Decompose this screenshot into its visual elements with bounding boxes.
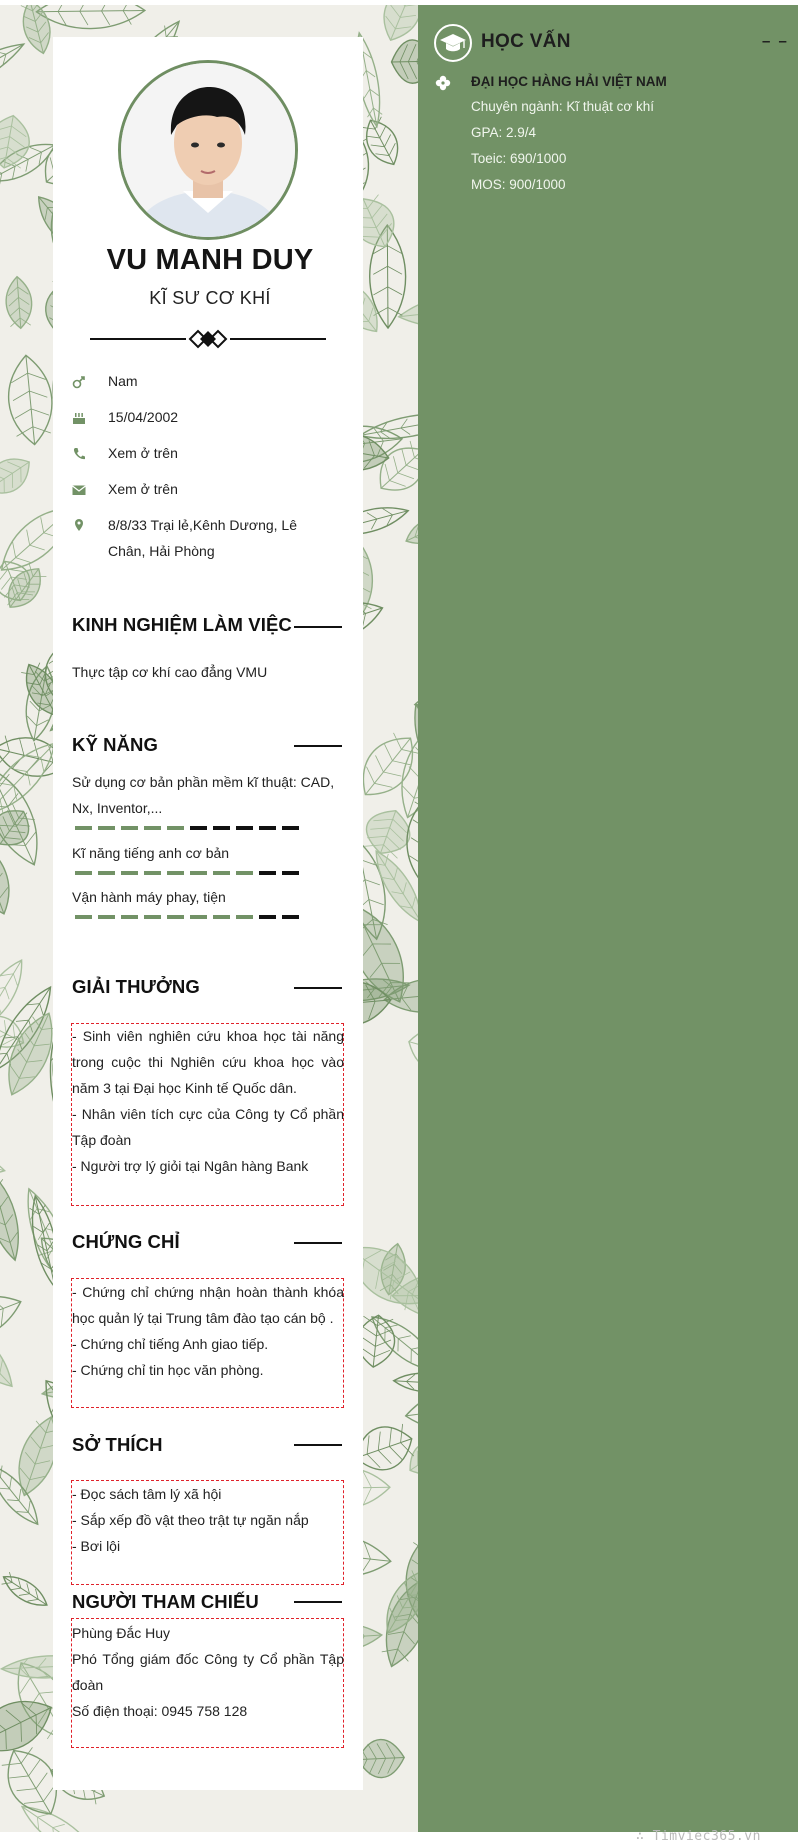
phone-icon bbox=[72, 447, 86, 461]
award-item: - Sinh viên nghiên cứu khoa học tài năng trong cuộc thi Nghiên cứu khoa học vào năm 3 tại Đại học Kinh tế Quốc dân. bbox=[72, 1028, 344, 1096]
hobby-item: - Sắp xếp đồ vật theo trật tự ngăn nắp bbox=[72, 1512, 309, 1528]
skill-segment bbox=[259, 871, 276, 875]
flower-bullet-icon bbox=[435, 75, 451, 91]
contact-address: 8/8/33 Trại lẻ,Kênh Dương, Lê Chân, Hải Phòng bbox=[108, 517, 297, 559]
skill-level-bar bbox=[75, 871, 301, 875]
location-pin-icon bbox=[72, 518, 86, 532]
section-title-experience: KINH NGHIỆM LÀM VIỆC bbox=[72, 614, 292, 635]
skill-segment bbox=[213, 915, 230, 919]
skill-segment bbox=[190, 871, 207, 875]
section-title-skills: KỸ NĂNG bbox=[72, 734, 159, 755]
skill-segment bbox=[236, 826, 253, 830]
experience-text: Thực tập cơ khí cao đẳng VMU bbox=[72, 664, 268, 680]
skill-segment bbox=[75, 871, 92, 875]
avatar bbox=[118, 60, 298, 240]
skill-segment bbox=[259, 915, 276, 919]
section-title-awards: GIẢI THƯỞNG bbox=[72, 976, 200, 997]
contact-email: Xem ở trên bbox=[108, 481, 178, 497]
reference-phone: Số điện thoại: 0945 758 128 bbox=[72, 1703, 248, 1719]
section-title-education: HỌC VẤN bbox=[481, 31, 571, 52]
certificate-item: - Chứng chỉ chứng nhận hoàn thành khóa học quản lý tại Trung tâm đào tạo cán bộ . bbox=[72, 1284, 344, 1326]
skill-segment bbox=[144, 871, 161, 875]
gender-icon bbox=[72, 375, 86, 389]
contact-gender: Nam bbox=[108, 373, 138, 389]
section-underline bbox=[294, 1444, 342, 1446]
award-item: - Người trợ lý giỏi tại Ngân hàng Bank bbox=[72, 1158, 309, 1174]
award-item: - Nhân viên tích cực của Công ty Cổ phần Tập đoàn bbox=[72, 1106, 344, 1148]
skill-label: Sử dụng cơ bản phần mềm kĩ thuật: CAD, Nx, Inventor,... bbox=[72, 774, 335, 816]
skill-segment bbox=[236, 871, 253, 875]
graduation-cap-icon bbox=[434, 24, 472, 62]
contact-phone: Xem ở trên bbox=[108, 445, 178, 461]
skill-segment bbox=[282, 871, 299, 875]
skill-segment bbox=[121, 915, 138, 919]
section-underline bbox=[294, 1601, 342, 1603]
ornament-divider bbox=[90, 326, 326, 352]
section-underline bbox=[294, 987, 342, 989]
skill-segment bbox=[98, 826, 115, 830]
watermark: ∴ Timviec365.vn bbox=[636, 1829, 761, 1844]
reference-position: Phó Tổng giám đốc Công ty Cổ phần Tập đoàn bbox=[72, 1651, 344, 1693]
skill-level-bar bbox=[75, 915, 301, 919]
section-underline bbox=[294, 626, 342, 628]
skill-segment bbox=[282, 915, 299, 919]
skill-segment bbox=[121, 871, 138, 875]
skill-segment bbox=[213, 871, 230, 875]
candidate-name: VU MANH DUY bbox=[106, 244, 314, 276]
reference-name: Phùng Đắc Huy bbox=[72, 1625, 171, 1641]
section-underline bbox=[294, 1242, 342, 1244]
skill-segment bbox=[213, 826, 230, 830]
section-underline bbox=[294, 745, 342, 747]
skill-segment bbox=[75, 826, 92, 830]
skill-label: Kĩ năng tiếng anh cơ bản bbox=[72, 845, 230, 861]
skill-segment bbox=[236, 915, 253, 919]
skill-segment bbox=[75, 915, 92, 919]
education-mos: MOS: 900/1000 bbox=[471, 177, 566, 192]
skill-segment bbox=[98, 915, 115, 919]
avatar-photo bbox=[121, 63, 295, 237]
hobby-item: - Đọc sách tâm lý xã hội bbox=[72, 1486, 222, 1502]
job-title: KĨ SƯ CƠ KHÍ bbox=[149, 288, 271, 308]
certificate-item: - Chứng chỉ tiếng Anh giao tiếp. bbox=[72, 1336, 269, 1352]
right-column-panel bbox=[418, 5, 798, 1832]
skill-segment bbox=[190, 915, 207, 919]
education-major: Chuyên ngành: Kĩ thuật cơ khí bbox=[471, 99, 654, 114]
skill-segment bbox=[144, 826, 161, 830]
section-title-references: NGƯỜI THAM CHIẾU bbox=[72, 1591, 259, 1612]
skill-segment bbox=[144, 915, 161, 919]
hobby-item: - Bơi lội bbox=[72, 1538, 121, 1554]
skill-segment bbox=[98, 871, 115, 875]
skill-level-bar bbox=[75, 826, 301, 830]
skill-segment bbox=[259, 826, 276, 830]
contact-birthday: 15/04/2002 bbox=[108, 409, 179, 425]
certificate-item: - Chứng chỉ tin học văn phòng. bbox=[72, 1362, 264, 1378]
skill-segment bbox=[190, 826, 207, 830]
email-icon bbox=[72, 483, 86, 497]
section-title-hobbies: SỞ THÍCH bbox=[72, 1434, 163, 1455]
skill-segment bbox=[282, 826, 299, 830]
education-gpa: GPA: 2.9/4 bbox=[471, 125, 537, 140]
birthday-cake-icon bbox=[72, 411, 86, 425]
education-school: ĐẠI HỌC HÀNG HẢI VIỆT NAM bbox=[471, 74, 667, 89]
education-toeic: Toeic: 690/1000 bbox=[471, 151, 567, 166]
skill-label: Vận hành máy phay, tiện bbox=[72, 889, 226, 905]
section-title-certificates: CHỨNG CHỈ bbox=[72, 1231, 180, 1252]
skill-segment bbox=[167, 915, 184, 919]
education-dashes: – – bbox=[762, 33, 789, 50]
skill-segment bbox=[121, 826, 138, 830]
skill-segment bbox=[167, 826, 184, 830]
skill-segment bbox=[167, 871, 184, 875]
